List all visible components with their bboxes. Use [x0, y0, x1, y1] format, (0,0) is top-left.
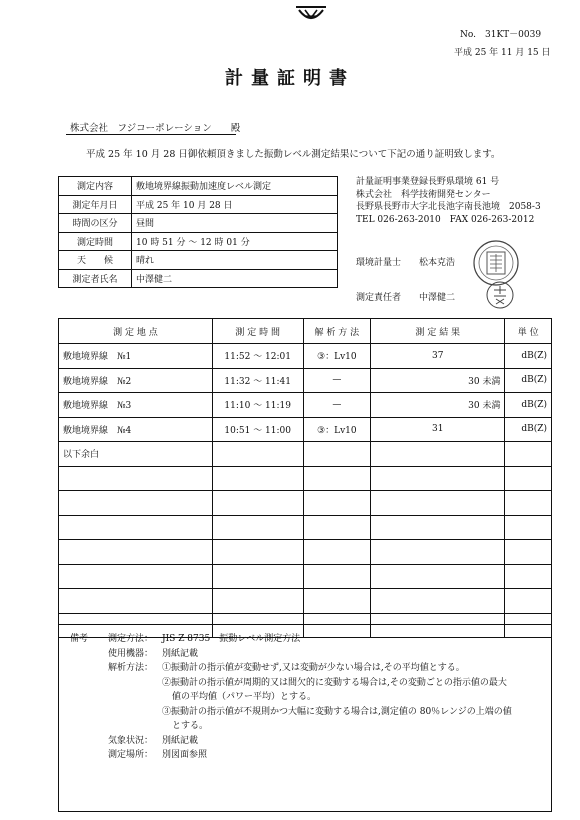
cell-method [303, 442, 371, 467]
cell-method: ③：Lv10 [303, 344, 371, 369]
info-value: 10 時 51 分 ～ 12 時 01 分 [132, 232, 338, 251]
header-method: 解 析 方 法 [303, 319, 371, 344]
table-row-empty [59, 589, 552, 614]
officer-measurer: 環境計量士 松本克浩 [356, 258, 456, 268]
header-time: 測 定 時 間 [212, 319, 303, 344]
cell-result: 30 未満 [371, 393, 505, 418]
cell-method: ③：Lv10 [303, 417, 371, 442]
table-row-empty [59, 466, 552, 491]
note-key: 気象状況： [108, 735, 154, 746]
cell-unit: dB(Z) [505, 344, 552, 369]
note-value: JIS Z 8735 振動レベル測定方法 [162, 634, 301, 644]
issuer-address: 長野県長野市大字北長池字南長池境 2058-3 [356, 202, 541, 212]
note-key: 測定方法： [108, 634, 154, 644]
table-row-empty [59, 515, 552, 540]
note-value: ③振動計の指示値が不規則かつ大幅に変動する場合は,測定値の 80％レンジの上端の値 [162, 706, 512, 717]
note-value: 値の平均値（パワー平均）とする。 [172, 692, 317, 702]
note-key: 使用機器： [108, 648, 154, 659]
info-row [59, 195, 338, 214]
issuer-block [356, 176, 541, 226]
info-row [59, 269, 338, 288]
note-value: 別図面参照 [162, 750, 208, 760]
info-label: 測定者氏名 [59, 269, 132, 288]
table-row-empty [59, 540, 552, 565]
table-row [59, 442, 552, 467]
header-result: 測 定 結 果 [371, 319, 505, 344]
info-value: 敷地境界線振動加速度レベル測定 [132, 177, 338, 196]
issue-date: 平成 25 年 11 月 15 日 [454, 48, 551, 58]
cell-result [371, 442, 505, 467]
cell-unit: dB(Z) [505, 393, 552, 418]
cell-unit: dB(Z) [505, 368, 552, 393]
info-value: 晴れ [132, 251, 338, 270]
info-value: 平成 25 年 10 月 28 日 [132, 195, 338, 214]
cell-point: 以下余白 [59, 442, 213, 467]
document-title: 計量証明書 [225, 68, 355, 89]
info-row [59, 177, 338, 196]
info-label: 測定内容 [59, 177, 132, 196]
officer-responsible: 測定責任者 中澤健二 [356, 293, 456, 303]
info-label: 時間の区分 [59, 214, 132, 233]
cell-method: — [303, 368, 371, 393]
intro-text: 平成 25 年 10 月 28 日御依頼頂きました振動レベル測定結果について下記の通り証明致します。 [86, 149, 501, 160]
results-table [58, 318, 552, 638]
info-row [59, 214, 338, 233]
cell-time: 11:52 ～ 12:01 [212, 344, 303, 369]
cell-time: 11:32 ～ 11:41 [212, 368, 303, 393]
issuer-registration: 計量証明事業登録長野県環境 61 号 [356, 177, 500, 187]
company-logo [294, 4, 328, 24]
cell-time: 10:51 ～ 11:00 [212, 417, 303, 442]
issuer-company: 株式会社 科学技術開発センター [356, 189, 491, 200]
info-label: 測定時間 [59, 232, 132, 251]
table-row-empty [59, 491, 552, 516]
cell-result: 30 未満 [371, 368, 505, 393]
info-value: 中澤健二 [132, 269, 338, 288]
issuer-phone: TEL 026-263-2010 FAX 026-263-2012 [356, 214, 535, 225]
cell-point: 敷地境界線 №1 [59, 344, 213, 369]
info-row [59, 232, 338, 251]
info-value: 昼間 [132, 214, 338, 233]
header-unit: 単 位 [505, 319, 552, 344]
cell-result: 31 [371, 417, 505, 442]
document-number: No. 31KT－0039 [460, 30, 542, 40]
note-value: ②振動計の指示値が周期的又は間欠的に変動する場合は,その変動ごとの指示値の最大 [162, 677, 507, 688]
header-point: 測 定 地 点 [59, 319, 213, 344]
note-value: 別紙記載 [162, 648, 199, 659]
info-row [59, 251, 338, 270]
table-header-row [59, 319, 552, 344]
cell-point: 敷地境界線 №2 [59, 368, 213, 393]
table-row-empty [59, 564, 552, 589]
cell-point: 敷地境界線 №3 [59, 393, 213, 418]
note-key: 測定場所： [108, 750, 154, 760]
cell-result: 37 [371, 344, 505, 369]
notes-section [70, 632, 532, 763]
cell-unit [505, 442, 552, 467]
info-label: 測定年月日 [59, 195, 132, 214]
notes-heading: 備考 [70, 634, 89, 644]
cell-time [212, 442, 303, 467]
note-key: 解析方法： [108, 663, 154, 673]
table-row [59, 368, 552, 393]
cell-point: 敷地境界線 №4 [59, 417, 213, 442]
note-value: とする。 [172, 721, 209, 731]
cell-unit: dB(Z) [505, 417, 552, 442]
note-value: 別紙記載 [162, 735, 199, 746]
table-row [59, 417, 552, 442]
info-table [58, 176, 338, 288]
note-value: ①振動計の指示値が変動せず,又は変動が少ない場合は,その平均値とする。 [162, 663, 465, 673]
personal-seal [485, 280, 515, 310]
table-row [59, 344, 552, 369]
cell-method: — [303, 393, 371, 418]
table-row [59, 393, 552, 418]
addressee-underline [66, 134, 236, 135]
info-label: 天 候 [59, 251, 132, 270]
addressee: 株式会社 フジコーポレーション 殿 [70, 123, 241, 134]
cell-time: 11:10 ～ 11:19 [212, 393, 303, 418]
